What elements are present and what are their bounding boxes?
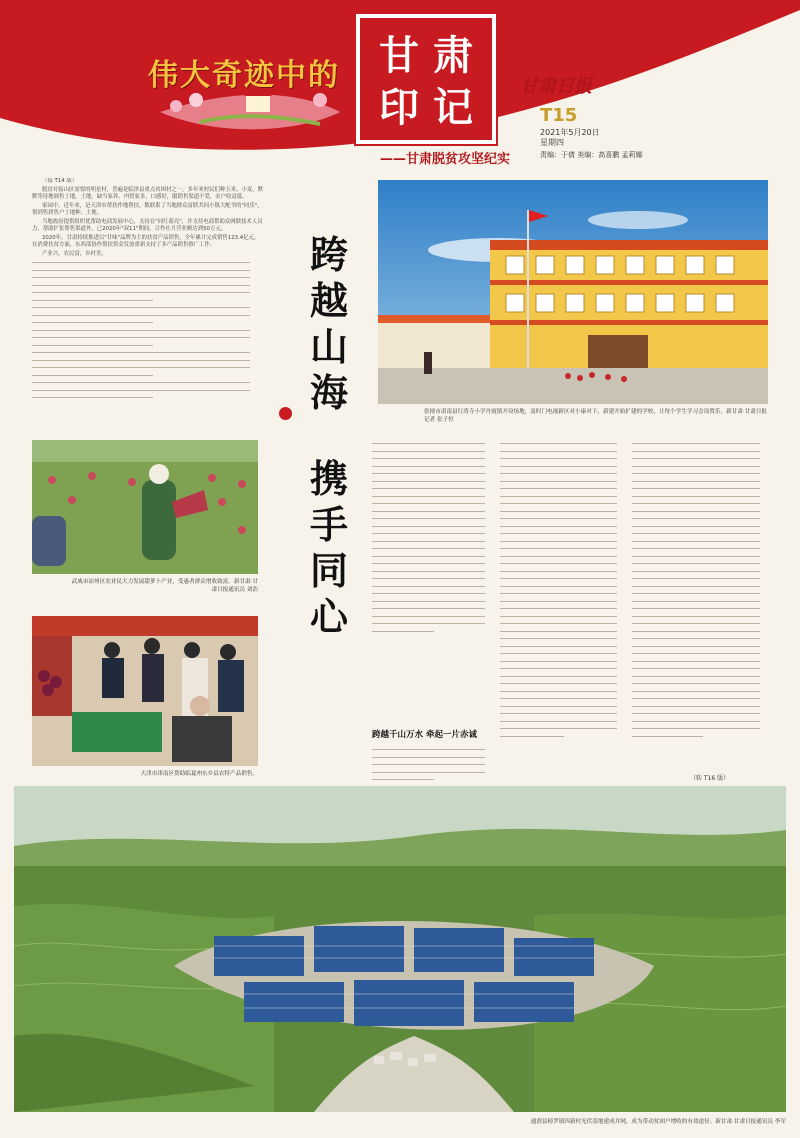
illegible-line — [632, 658, 768, 666]
illegible-line — [32, 289, 264, 297]
illegible-line — [500, 500, 624, 508]
illegible-line — [372, 583, 492, 591]
illegible-line — [372, 478, 492, 486]
issue-date: 2021年5月20日 — [540, 128, 600, 137]
illegible-line — [500, 463, 624, 471]
illegible-line — [500, 545, 624, 553]
illegible-line — [32, 394, 264, 402]
illegible-line — [500, 493, 624, 501]
illegible-line — [500, 568, 624, 576]
illegible-line — [632, 673, 768, 681]
illegible-line — [32, 297, 264, 305]
illegible-line — [632, 523, 768, 531]
market-scene — [32, 616, 258, 766]
illegible-line — [632, 650, 768, 658]
illegible-line — [632, 710, 768, 718]
illegible-line — [372, 560, 492, 568]
intro-paragraph: 家园中，近年来，是天津市帮扶作地帮扶，数联系了当地群众富联共同小镇大配书的"同乐"，帮到售到售户土地种，土地。 — [32, 202, 263, 216]
illegible-line — [500, 523, 624, 531]
illegible-line — [632, 485, 768, 493]
illegible-line — [500, 560, 624, 568]
banner-subtitle: ——甘肃脱贫攻坚纪实 — [380, 152, 511, 167]
illegible-line — [32, 327, 264, 335]
illegible-text — [372, 746, 492, 784]
illegible-line — [632, 575, 768, 583]
intro-paragraph: 当地政府提供组织优帮助电商发展中心，支持在"同红蓄亮"，并支持电商帮助众网联技术人员力，帮助扩张帮售渠道外，已2020年"双11"期间，合作社月营业额达到50万元。 — [32, 218, 263, 232]
illegible-line — [372, 620, 492, 628]
illegible-line — [500, 725, 624, 733]
illegible-line — [500, 680, 624, 688]
seal-line-2: 印记 — [379, 84, 487, 131]
headline-char: 山 — [309, 324, 348, 369]
article-column-2 — [500, 440, 624, 786]
illegible-line — [500, 515, 624, 523]
page-banner — [0, 0, 800, 170]
article-column-3 — [632, 440, 768, 770]
headline-char: 心 — [309, 594, 348, 639]
intro-paragraph: （接 T14 版） — [42, 178, 78, 184]
illegible-line — [372, 776, 492, 784]
illegible-line — [632, 620, 768, 628]
field-scene — [32, 440, 258, 574]
illegible-line — [632, 553, 768, 561]
field-photo — [32, 440, 258, 574]
illegible-line — [32, 364, 264, 372]
illegible-line — [632, 635, 768, 643]
illegible-line — [500, 635, 624, 643]
illegible-line — [500, 733, 624, 741]
illegible-line — [500, 658, 624, 666]
article-subhead: 跨越千山万水 牵起一片赤诚 — [372, 730, 477, 740]
illegible-line — [500, 470, 624, 478]
illegible-line — [632, 500, 768, 508]
headline-divider-dot — [279, 407, 292, 420]
illegible-line — [500, 508, 624, 516]
illegible-line — [500, 538, 624, 546]
illegible-line — [500, 703, 624, 711]
headline-char: 跨 — [309, 232, 348, 277]
aerial-scene — [14, 786, 786, 1112]
seal-line-1: 甘肃 — [379, 32, 487, 79]
illegible-line — [372, 508, 492, 516]
illegible-line — [632, 448, 768, 456]
illegible-line — [372, 448, 492, 456]
market-photo — [32, 616, 258, 766]
illegible-line — [500, 688, 624, 696]
illegible-line — [632, 725, 768, 733]
illegible-line — [372, 553, 492, 561]
school-scene — [378, 180, 768, 404]
illegible-line — [372, 628, 492, 636]
illegible-line — [372, 605, 492, 613]
illegible-line — [500, 478, 624, 486]
illegible-text — [32, 259, 264, 402]
illegible-line — [632, 470, 768, 478]
illegible-line — [32, 267, 264, 275]
illegible-line — [372, 761, 492, 769]
illegible-line — [500, 440, 624, 448]
illegible-line — [372, 746, 492, 754]
illegible-line — [632, 665, 768, 673]
intro-paragraph: 脱贫对接山区需要的明星村，普遍是临泽县重点贫困村之一。多年来村民们种玉米、小麦，默默等待地调售土地，土地，缺当家养，内资家多，口感好，服销售渠道不爱，农户收益低。 — [32, 186, 264, 200]
illegible-line — [32, 357, 264, 365]
article-column-1 — [372, 440, 492, 720]
intro-column — [32, 178, 264, 414]
illegible-line — [632, 718, 768, 726]
illegible-line — [32, 259, 264, 267]
illegible-line — [632, 628, 768, 636]
illegible-line — [32, 349, 264, 357]
headline-char: 携 — [309, 456, 348, 501]
illegible-line — [32, 304, 264, 312]
page-number: T15 — [540, 105, 578, 126]
illegible-line — [372, 500, 492, 508]
illegible-line — [372, 515, 492, 523]
illegible-line — [372, 523, 492, 531]
illegible-line — [632, 568, 768, 576]
illegible-line — [500, 530, 624, 538]
illegible-line — [32, 379, 264, 387]
banner-title: 伟大奇迹中的 — [148, 58, 340, 93]
illegible-line — [372, 493, 492, 501]
seal-logo — [356, 14, 496, 144]
illegible-line — [32, 319, 264, 327]
illegible-line — [500, 553, 624, 561]
illegible-line — [632, 583, 768, 591]
editors-credit: 责编：于倩 美编：高喜鹏 孟莉娜 — [540, 151, 643, 159]
headline-char: 同 — [309, 548, 348, 593]
aerial-photo — [14, 786, 786, 1112]
illegible-line — [500, 620, 624, 628]
illegible-line — [372, 590, 492, 598]
illegible-text — [500, 440, 624, 740]
illegible-line — [32, 334, 264, 342]
illegible-line — [372, 545, 492, 553]
illegible-line — [632, 688, 768, 696]
illegible-line — [632, 605, 768, 613]
headline-char: 海 — [309, 370, 348, 415]
illegible-line — [372, 568, 492, 576]
illegible-line — [632, 493, 768, 501]
illegible-line — [372, 575, 492, 583]
field-photo-caption: 武威市凉州区农业民大力发展甜萝卜产业，受惠者群众增收致富。新甘肃·甘肃日报通讯员 刘浩 — [71, 579, 258, 593]
illegible-line — [632, 530, 768, 538]
headline-char: 手 — [309, 502, 348, 547]
illegible-line — [372, 485, 492, 493]
school-photo-caption: 张掖市肃南县红湾寺小学丹霞镇开设场地，及时门电视新区对小康对下，新建开始扩建的学校，让每个学生学习会设置乐。新甘肃·甘肃日报记者 张子恒 — [424, 409, 767, 423]
illegible-line — [372, 538, 492, 546]
illegible-line — [632, 463, 768, 471]
illegible-line — [32, 282, 264, 290]
illegible-line — [500, 695, 624, 703]
illegible-line — [632, 560, 768, 568]
illegible-line — [500, 673, 624, 681]
illegible-line — [32, 274, 264, 282]
illegible-line — [500, 650, 624, 658]
illegible-line — [500, 710, 624, 718]
illegible-line — [500, 455, 624, 463]
illegible-line — [500, 605, 624, 613]
illegible-line — [500, 718, 624, 726]
intro-paragraph: 2020年，甘肃持续推进以"甘味"品牌为主的扶贫产品销售，全年累计完成销售123.4亿元，在消费扶贫方面，东西部协作帮扶资金发放重新支持了多产品销售推广工作。 — [32, 234, 260, 248]
illegible-line — [632, 455, 768, 463]
illegible-line — [500, 485, 624, 493]
illegible-line — [372, 440, 492, 448]
school-photo — [378, 180, 768, 404]
illegible-line — [632, 538, 768, 546]
illegible-line — [500, 628, 624, 636]
illegible-line — [372, 613, 492, 621]
newspaper-logo: 甘肃日报 — [520, 76, 592, 97]
illegible-line — [632, 643, 768, 651]
illegible-line — [632, 703, 768, 711]
illegible-text — [372, 440, 492, 635]
illegible-line — [632, 478, 768, 486]
illegible-line — [32, 387, 264, 395]
headline — [304, 232, 354, 640]
illegible-line — [632, 508, 768, 516]
illegible-line — [632, 440, 768, 448]
illegible-text — [632, 440, 768, 740]
article-column-1b — [372, 746, 492, 786]
aerial-photo-caption: 通渭县榜罗镇四新村光伏基地建成并网，成为带动贫困户增收的有效途径。新甘肃·甘肃日报通讯员 李军 — [530, 1119, 786, 1125]
continued-marker: （转 T16 版） — [690, 775, 730, 782]
illegible-line — [372, 530, 492, 538]
illegible-line — [500, 448, 624, 456]
illegible-line — [632, 680, 768, 688]
issue-weekday: 星期四 — [540, 138, 564, 147]
illegible-line — [500, 583, 624, 591]
headline-char: 越 — [309, 278, 348, 323]
illegible-line — [372, 463, 492, 471]
illegible-line — [500, 598, 624, 606]
illegible-line — [500, 575, 624, 583]
illegible-line — [372, 598, 492, 606]
illegible-line — [32, 372, 264, 380]
illegible-line — [372, 470, 492, 478]
illegible-line — [632, 598, 768, 606]
illegible-line — [500, 613, 624, 621]
illegible-line — [500, 590, 624, 598]
illegible-line — [372, 455, 492, 463]
illegible-line — [632, 545, 768, 553]
illegible-line — [632, 695, 768, 703]
illegible-line — [632, 515, 768, 523]
illegible-line — [32, 342, 264, 350]
illegible-line — [632, 613, 768, 621]
illegible-line — [372, 769, 492, 777]
illegible-line — [500, 643, 624, 651]
intro-paragraph: 产业兴，农民富，乡村美。 — [42, 250, 107, 257]
market-photo-caption: 天津市津南区帮助临夏州东乡县农特产品销售。 — [140, 771, 258, 777]
illegible-line — [632, 733, 768, 741]
illegible-line — [632, 590, 768, 598]
illegible-line — [32, 312, 264, 320]
illegible-line — [372, 754, 492, 762]
illegible-line — [500, 665, 624, 673]
